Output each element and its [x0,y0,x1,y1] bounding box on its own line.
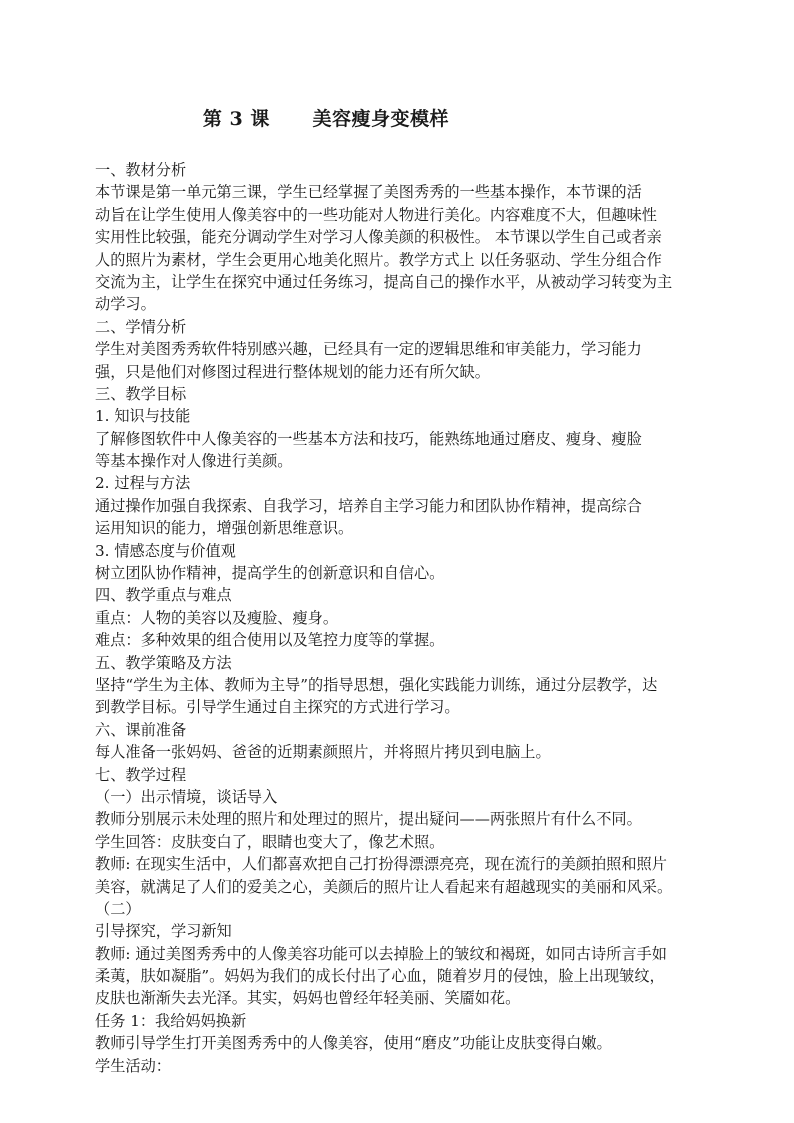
text-line: 2. 过程与方法 [95,474,191,493]
text-line: 学生活动： [95,1056,171,1075]
text-line: 五、教学策略及方法 [95,653,232,672]
text-line: 教师分别展示未处理的照片和处理过的照片，提出疑问——两张照片有什么不同。 [95,810,642,829]
text-line: 教师: 通过美图秀秀中的人像美容功能可以去掉脸上的皱纹和褐斑，如同古诗所言手如 [95,944,667,963]
text-line: 一、教材分析 [95,161,187,179]
text-line: 每人准备一张妈妈、爸爸的近期素颜照片，并将照片拷贝到电脑上。 [95,743,551,762]
text-line: 皮肤也渐渐失去光泽。其实，妈妈也曾经年轻美丽、笑靥如花。 [95,989,521,1008]
text-line: 实用性比较强，能充分调动学生对学习人像美颜的积极性。 本节课以学生自己或者亲 [95,228,662,247]
text-line: 交流为主，让学生在探究中通过任务练习，提高自己的操作水平，从被动学习转变为主 [95,272,673,291]
text-line: 四、教学重点与难点 [95,586,232,605]
text-line: 柔荑，肤如凝脂”。妈妈为我们的成长付出了心血，随着岁月的侵蚀，脸上出现皱纹， [95,967,665,986]
text-line: 难点：多种效果的组合使用以及笔控力度等的掌握。 [95,631,445,650]
text-line: 学生对美图秀秀软件特别感兴趣，已经具有一定的逻辑思维和审美能力，学习能力 [95,340,642,359]
text-line: 任务 1：我给妈妈换新 [95,1011,247,1030]
text-line: 引导探究，学习新知 [95,922,232,941]
text-line: 六、课前准备 [95,720,187,739]
text-line: 树立团队协作精神，提高学生的创新意识和自信心。 [95,564,445,583]
text-line: 动学习。 [95,295,156,314]
text-line: 到教学目标。引导学生通过自主探究的方式进行学习。 [95,698,460,717]
text-line: 人的照片为素材，学生会更用心地美化照片。教学方式上 以任务驱动、学生分组合作 [95,250,662,269]
text-line: 二、学情分析 [95,317,187,336]
text-line: （一）出示情境，谈话导入 [95,787,278,806]
text-line: 美容，就满足了人们的爱美之心，美颜后的照片让人看起来有超越现实的美丽和风采。 [95,877,673,896]
text-line: 通过操作加强自我探索、自我学习，培养自主学习能力和团队协作精神，提高综合 [95,496,642,515]
text-line: 3. 情感态度与价值观 [95,541,236,560]
text-line: 三、教学目标 [95,384,187,403]
text-line: 重点：人物的美容以及瘦脸、瘦身。 [95,608,338,627]
text-line: 本节课是第一单元第三课，学生已经掌握了美图秀秀的一些基本操作，本节课的活 [95,183,642,202]
text-line: 运用知识的能力，增强创新思维意识。 [95,519,354,538]
text-line: 强，只是他们对修图过程进行整体规划的能力还有所欠缺。 [95,362,490,381]
text-line: 等基本操作对人像进行美颜。 [95,452,293,471]
text-line: 了解修图软件中人像美容的一些基本方法和技巧，能熟练地通过磨皮、瘦身、瘦脸 [95,429,642,448]
text-line: 学生回答：皮肤变白了，眼睛也变大了，像艺术照。 [95,832,445,851]
document-body [95,159,705,1077]
text-line: 七、教学过程 [95,765,187,784]
text-line: 教师: 在现实生活中，人们都喜欢把自己打扮得漂漂亮亮，现在流行的美颜拍照和照片 [95,855,667,874]
text-line: 1. 知识与技能 [95,407,191,426]
text-line: 坚持“学生为主体、教师为主导”的指导思想，强化实践能力训练，通过分层教学，达 [95,675,658,694]
page-title: 第 3 课 美容瘦身变模样 [202,108,450,130]
text-line: 动旨在让学生使用人像美容中的一些功能对人物进行美化。内容难度不大，但趣味性 [95,205,657,224]
text-line: （二） [95,899,141,918]
text-line: 教师引导学生打开美图秀秀中的人像美容，使用“磨皮”功能让皮肤变得白嫩。 [95,1034,612,1053]
